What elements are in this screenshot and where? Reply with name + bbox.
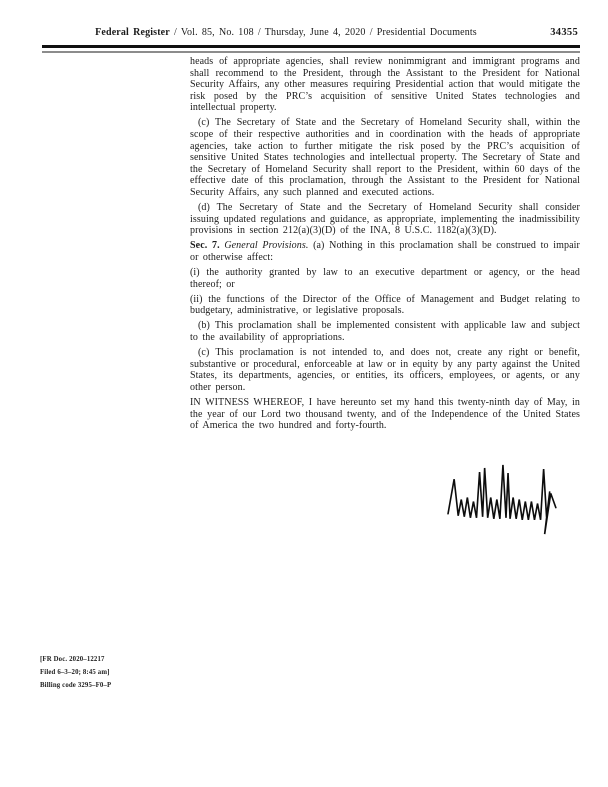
paragraph-in-witness-whereof: IN WITNESS WHEREOF, I have hereunto set my hand this twenty-ninth day of May, in the year of our Lord two thousand twenty, and of the Independence of the United States of America the two hundred and forty-fourth. [190,397,580,432]
journal-name: Federal Register [95,27,170,38]
paragraph-c-no-rights: (c) This proclamation is not intended to, and does not, create any right or benefit, substantive or procedural, enforceable at law or in equity by any party against the United States, its departments, agencies, or entities, its officers, employees, or agents, or any other person. [190,347,580,393]
sec7-title: General Provisions. [219,240,309,252]
fr-doc-number: [FR Doc. 2020–12217 [40,656,105,663]
running-head-text [42,26,530,39]
presidential-signature [446,462,566,537]
paragraph-ii-omb: (ii) the functions of the Director of the Office of Management and Budget relating to budgetary, administrative, or legislative proposals. [190,293,580,317]
paragraph-b-implementation: (b) This proclamation shall be implemented consistent with applicable law and subject to the availability of appropriations. [190,320,580,344]
header-rule-thin [42,51,580,53]
paragraph-sec7-general-provisions [190,240,580,263]
paragraph-i-authority: (i) the authority granted by law to an executive department or agency, or the head thereof; or [190,267,580,290]
document-footer [40,653,111,692]
proclamation-body [190,56,580,435]
filed-date-line: Filed 6–3–20; 8:45 am] [40,669,110,676]
paragraph-c-mitigation: (c) The Secretary of State and the Secretary of Homeland Security shall, within the scope of their respective authorities and in coordination with the heads of appropriate agencies, take action to further mitigate the risk posed by the PRC’s acquisition of sensitive United States technologies and intellectual property. The Secretary of State and the Secretary of Homeland Security shall report to the President, within 60 days of the effective date of this proclamation, through the Assistant to the President for National Security Affairs, any such planned and executed actions. [190,117,580,199]
sec7-label: Sec. 7. [190,240,220,252]
paragraph-d-regulations: (d) The Secretary of State and the Secretary of Homeland Security shall consider issuing updated regulations and guidance, as appropriate, implementing the inadmissibility provisions in section 212(a)(3)(D) of the INA, 8 U.S.C. 1182(a)(3)(D). [190,202,580,237]
page-number: 34355 [550,27,578,38]
running-head [42,26,580,40]
billing-code: Billing code 3295–F0–P [40,682,112,689]
issue-line: / Vol. 85, No. 108 / Thursday, June 4, 2020 / Presidential Documents [174,27,477,38]
signature-scrawl-icon [446,462,566,537]
sec7-text: (a) Nothing in this proclamation shall be construed to impair or otherwise affect: [190,240,580,263]
header-rule-thick [42,45,580,48]
paragraph-continuation: heads of appropriate agencies, shall review nonimmigrant and immigrant programs and shall recommend to the President, through the Assistant to the President for National Security Affairs, any other measures requiring Presidential action that would mitigate the risk posed by the PRC’s acquisition of sensitive United States technologies and intellectual property. [190,56,580,114]
